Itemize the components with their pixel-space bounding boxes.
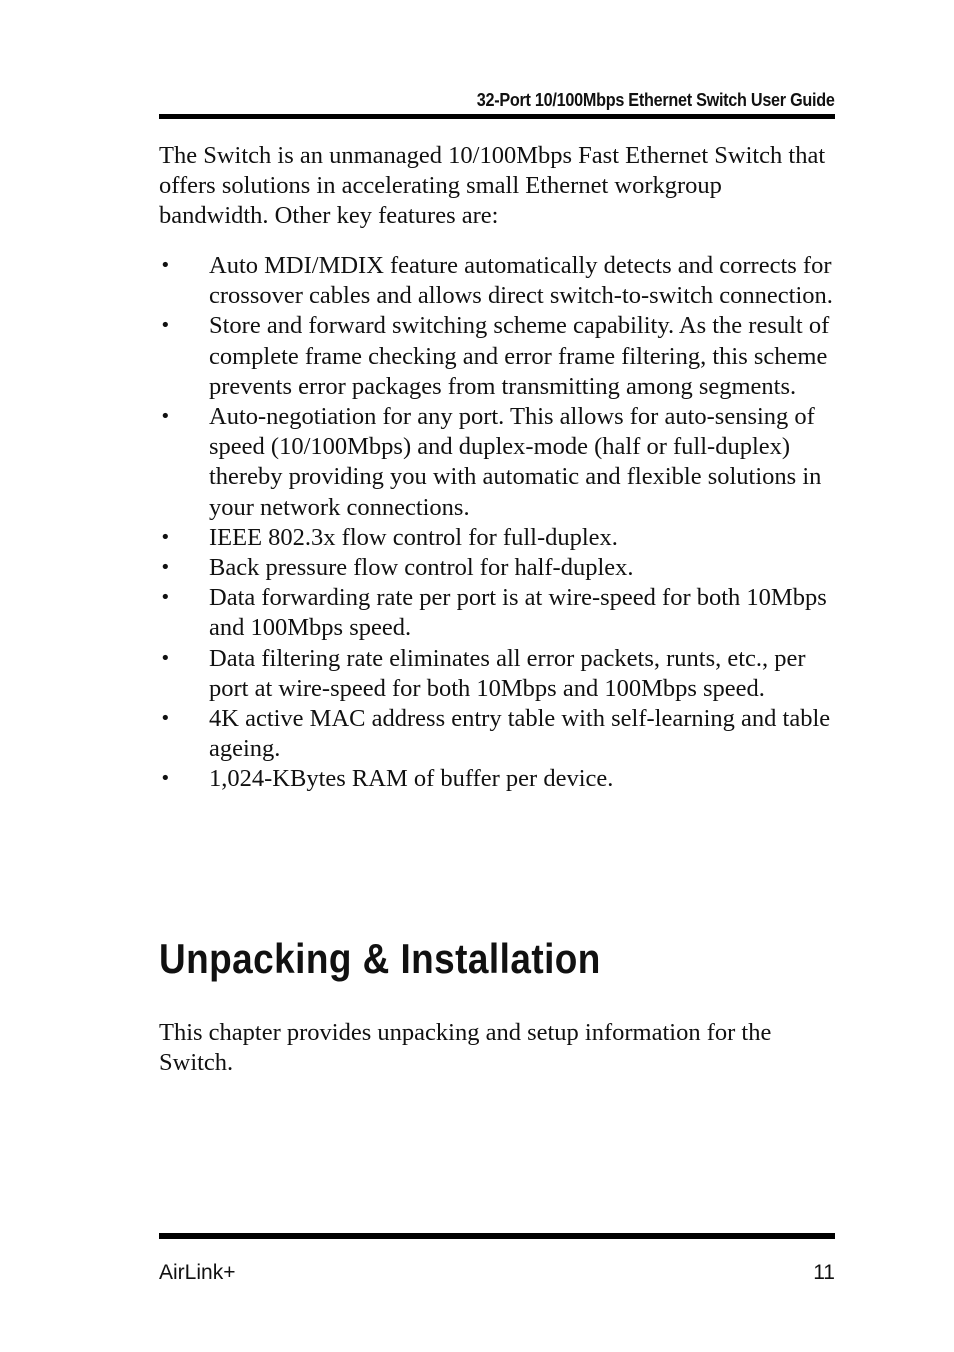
feature-text: Auto-negotiation for any port. This allows for auto-sensing of speed (10/100Mbps) and duplex-mode (half or full-duplex) thereby providing you with automatic and flexible solutions in your network connections.	[209, 403, 822, 521]
feature-list-item	[159, 553, 835, 583]
feature-list-item	[159, 704, 835, 764]
feature-list	[159, 251, 835, 795]
feature-text: Data filtering rate eliminates all error packets, runts, etc., per port at wire-speed for both 10Mbps and 100Mbps speed.	[209, 644, 806, 702]
feature-list-item	[159, 764, 835, 794]
bullet-icon: •	[160, 587, 171, 609]
feature-text: Auto MDI/MDIX feature automatically detects and corrects for crossover cables and allows direct switch-to-switch connection.	[209, 252, 833, 310]
feature-text: Store and forward switching scheme capability. As the result of complete frame checking and error frame filtering, this scheme prevents error packages from transmitting among segments.	[209, 312, 830, 400]
feature-list-item	[159, 583, 835, 643]
feature-text: IEEE 802.3x flow control for full-duplex.	[209, 523, 618, 551]
section-intro-paragraph: This chapter provides unpacking and setup information for the Switch.	[159, 1019, 772, 1077]
bullet-icon: •	[160, 647, 171, 669]
bullet-icon: •	[160, 557, 171, 579]
feature-list-item	[159, 402, 835, 523]
bullet-icon: •	[160, 708, 171, 730]
feature-list-item	[159, 311, 835, 402]
feature-list-item	[159, 644, 835, 704]
bullet-icon: •	[160, 526, 171, 548]
running-header-title: 32-Port 10/100Mbps Ethernet Switch User Guide	[477, 90, 835, 110]
bullet-icon: •	[160, 315, 171, 337]
page-number: 11	[813, 1261, 835, 1284]
feature-text: Data forwarding rate per port is at wire-speed for both 10Mbps and 100Mbps speed.	[209, 584, 827, 642]
footer-brand: AirLink+	[159, 1261, 236, 1284]
feature-text: 1,024-KBytes RAM of buffer per device.	[209, 765, 614, 793]
document-page	[159, 0, 835, 1352]
feature-list-item	[159, 523, 835, 553]
feature-list-item	[159, 251, 835, 311]
bullet-icon: •	[160, 768, 171, 790]
intro-paragraph: The Switch is an unmanaged 10/100Mbps Fast Ethernet Switch that offers solutions in accelerating small Ethernet workgroup bandwidth. Other key features are:	[159, 142, 826, 230]
feature-text: 4K active MAC address entry table with self-learning and table ageing.	[209, 705, 831, 763]
header-rule	[159, 114, 835, 119]
bullet-icon: •	[160, 406, 171, 428]
feature-text: Back pressure flow control for half-duplex.	[209, 554, 634, 582]
section-heading: Unpacking & Installation	[159, 935, 601, 982]
bullet-icon: •	[160, 255, 171, 276]
footer-rule	[159, 1233, 835, 1239]
